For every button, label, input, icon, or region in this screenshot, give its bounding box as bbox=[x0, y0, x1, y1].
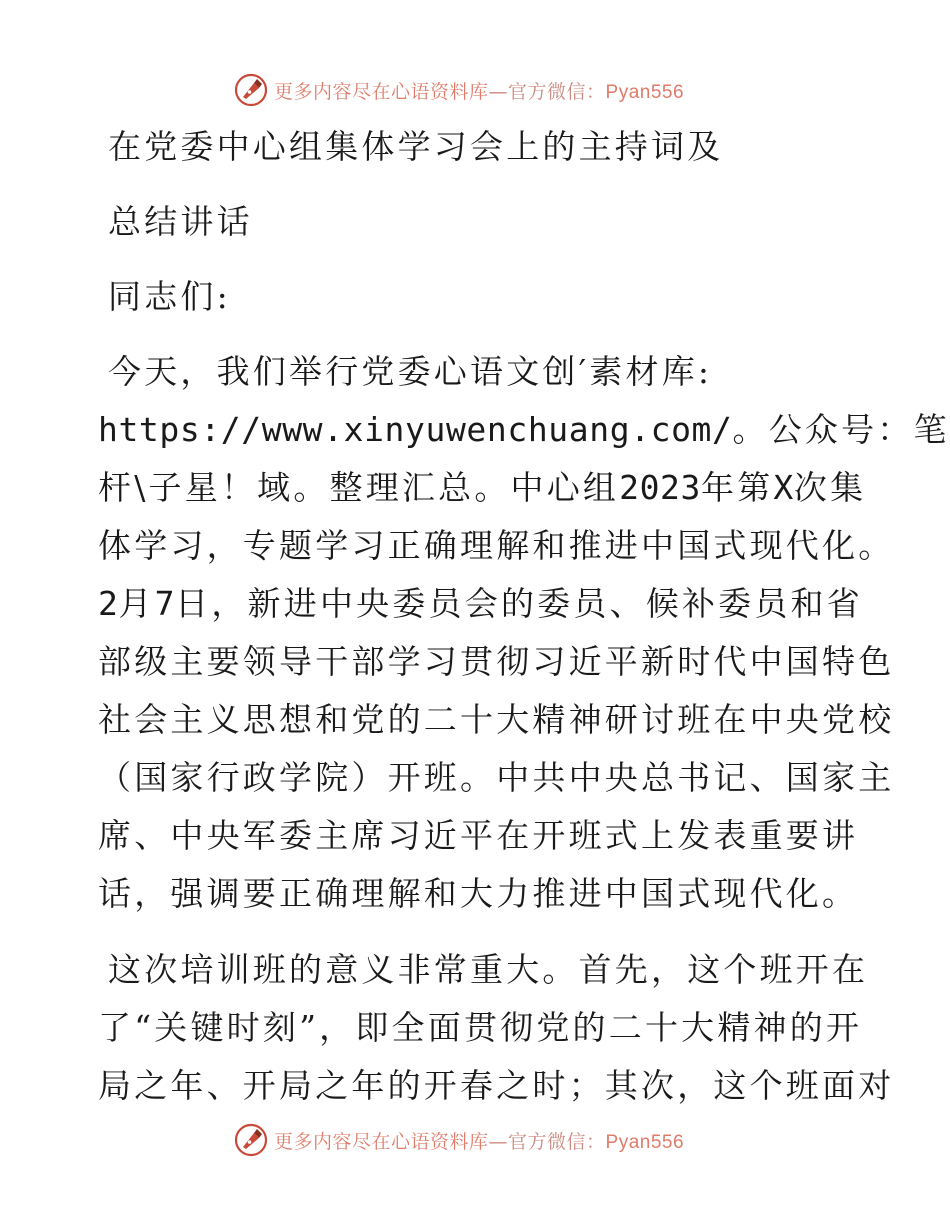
paragraph-2-line-2: 了“关键时刻”，即全面贯彻党的二十大精神的开 bbox=[98, 1008, 863, 1047]
footer-watermark-banner bbox=[0, 1118, 950, 1162]
paragraph-1-line-2 bbox=[98, 410, 950, 450]
watermark-text: 更多内容尽在心语资料库 bbox=[274, 1130, 489, 1153]
paragraph-1-line-8: （国家行政学院）开班。中共中央总书记、国家主 bbox=[98, 758, 895, 797]
session-number: X bbox=[773, 468, 794, 507]
month-label: 月 bbox=[118, 584, 155, 623]
paragraph-1-line-7: 社会主义思想和党的二十大精神研讨班在中央党校 bbox=[98, 700, 895, 739]
paragraph-1-line-3-text: 杆\子星！域。整理汇总。中心组 bbox=[98, 468, 620, 507]
year-number: 2023 bbox=[619, 468, 701, 507]
watermark-separator: — bbox=[488, 1130, 509, 1153]
paragraph-1-line-3-suffix: 年第 bbox=[701, 468, 774, 507]
watermark-account-label: 官方微信： bbox=[508, 1130, 606, 1153]
paragraph-2-line-3: 局之年、开局之年的开春之时；其次，这个班面对 bbox=[98, 1066, 895, 1105]
day-number: 7 bbox=[154, 584, 176, 623]
watermark-content bbox=[234, 1122, 684, 1158]
pen-nib-logo-icon bbox=[234, 1123, 268, 1157]
paragraph-1-line-3 bbox=[98, 468, 866, 508]
document-title-line-2: 总结讲话 bbox=[108, 202, 253, 241]
paragraph-1-line-6: 部级主要领导干部学习贯彻习近平新时代中国特色 bbox=[98, 642, 895, 681]
document-title-line-1: 在党委中心组集体学习会上的主持词及 bbox=[108, 127, 724, 166]
paragraph-1-line-5 bbox=[98, 584, 863, 624]
paragraph-1-line-2-suffix: 。公众号：笔 bbox=[732, 410, 950, 449]
paragraph-1-line-3-end: 次集 bbox=[793, 468, 867, 507]
paragraph-1-line-4: 体学习，专题学习正确理解和推进中国式现代化。 bbox=[98, 526, 895, 565]
paragraph-1-line-9: 席、中央军委主席习近平在开班式上发表重要讲 bbox=[98, 816, 859, 855]
watermark-account: Pyan556 bbox=[605, 81, 685, 103]
watermark-account-label: 官方微信： bbox=[508, 80, 606, 103]
watermark-text: 更多内容尽在心语资料库 bbox=[274, 80, 489, 103]
watermark-content bbox=[234, 72, 684, 108]
greeting: 同志们: bbox=[108, 277, 231, 316]
month-number: 2 bbox=[98, 584, 119, 623]
watermark-separator: — bbox=[488, 80, 509, 103]
paragraph-2-line-1: 这次培训班的意义非常重大。首先，这个班开在 bbox=[108, 950, 869, 989]
paragraph-1-line-1: 今天，我们举行党委心语文创′素材库: bbox=[108, 352, 713, 391]
watermark-account: Pyan556 bbox=[605, 1131, 685, 1153]
header-watermark-banner bbox=[0, 68, 950, 112]
paragraph-1-line-5-rest: 日，新进中央委员会的委员、候补委员和省 bbox=[175, 584, 863, 623]
pen-nib-logo-icon bbox=[234, 73, 268, 107]
paragraph-1-line-10: 话，强调要正确理解和大力推进中国式现代化。 bbox=[98, 874, 859, 913]
website-url: https://www.xinyuwenchuang.com/ bbox=[98, 410, 733, 449]
